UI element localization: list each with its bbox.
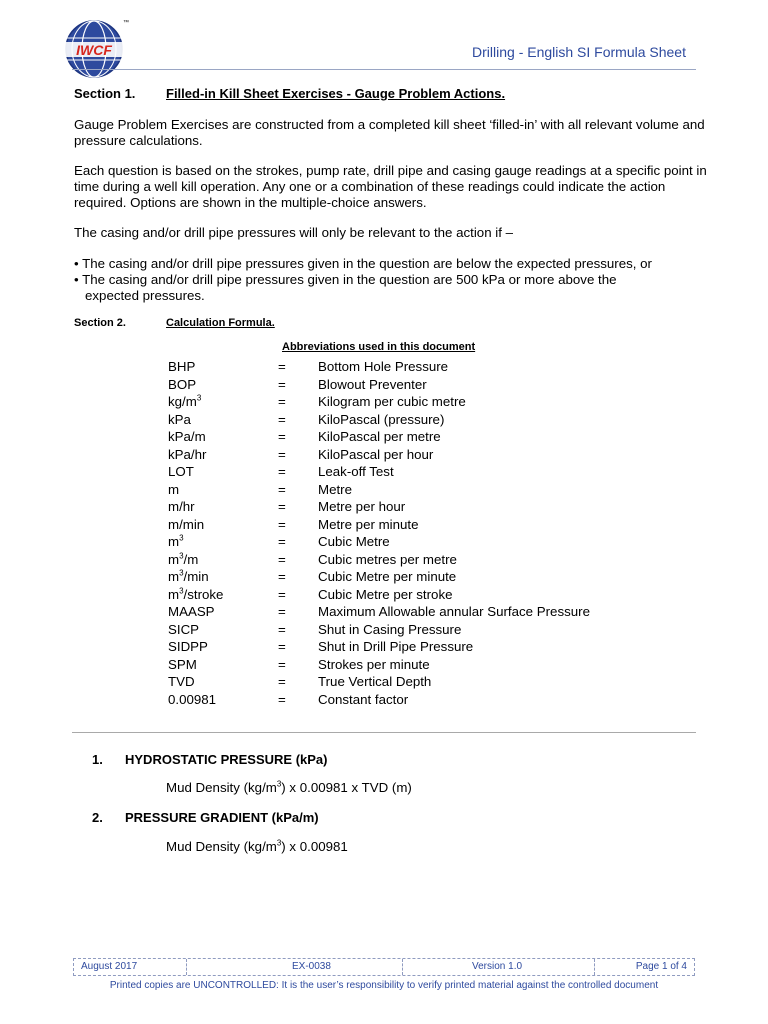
- abbreviation-equals: =: [278, 446, 286, 462]
- abbreviation-term: [168, 428, 206, 446]
- abbreviation-definition: Cubic Metre per stroke: [318, 586, 453, 602]
- abbreviation-row: [168, 586, 668, 604]
- abbreviation-definition: Cubic Metre: [318, 534, 390, 549]
- abbreviation-row: [168, 621, 668, 639]
- abbreviation-row: [168, 691, 668, 709]
- abbreviation-definition: Metre per minute: [318, 516, 419, 532]
- abbreviation-definition: True Vertical Depth: [318, 674, 432, 689]
- footer-date: August 2017: [81, 961, 138, 972]
- section-divider: [72, 732, 696, 733]
- abbreviation-equals: =: [278, 586, 286, 602]
- logo-text: IWCF: [76, 42, 112, 58]
- abbreviation-equals: =: [278, 429, 286, 444]
- abbreviation-term-text: SICP: [168, 621, 200, 637]
- abbreviation-term-superscript: 3: [179, 586, 184, 596]
- footer-doc-id: EX-0038: [292, 961, 331, 972]
- abbreviation-definition: Strokes per minute: [318, 656, 430, 672]
- abbreviation-term-text: m/min: [168, 516, 205, 532]
- abbreviation-term-text: SIDPP: [168, 639, 208, 654]
- section-1-paragraph-3: The casing and/or drill pipe pressures will only be relevant to the action if –: [74, 225, 514, 240]
- section-2-title: Calculation Formula.: [166, 317, 275, 329]
- condition-bullet-list: [74, 256, 714, 303]
- abbreviation-equals: =: [278, 569, 286, 584]
- abbreviation-row: [168, 358, 668, 376]
- abbreviation-term-text: m: [168, 481, 180, 497]
- abbreviation-equals: =: [278, 359, 286, 374]
- formula-2-expr-part-a: Mud Density (kg/m: [166, 839, 277, 854]
- abbreviation-equals: =: [278, 551, 286, 567]
- formula-2-superscript: 3: [276, 838, 282, 848]
- abbreviation-definition: KiloPascal per hour: [318, 446, 434, 462]
- abbreviation-term: [168, 621, 199, 639]
- abbreviation-equals: =: [278, 639, 286, 654]
- abbreviation-term: [168, 586, 223, 604]
- abbreviation-row: [168, 603, 668, 621]
- header-divider: [72, 69, 696, 70]
- abbreviation-row: [168, 428, 668, 446]
- abbreviation-term-suffix: /min: [183, 569, 209, 584]
- abbreviation-equals: =: [278, 481, 286, 497]
- abbreviation-equals: =: [278, 691, 286, 707]
- section-2-number: Section 2.: [74, 317, 126, 329]
- abbreviation-term: [168, 691, 216, 709]
- formula-1-expr-part-a: Mud Density (kg/m: [166, 780, 277, 795]
- abbreviation-term: [168, 481, 179, 499]
- abbreviation-term-text: kPa: [168, 411, 191, 427]
- abbreviation-term-text: kg/m: [168, 394, 197, 409]
- section-1-title: Filled-in Kill Sheet Exercises - Gauge Problem Actions.: [166, 86, 506, 101]
- abbreviation-term-suffix: /m: [183, 551, 199, 567]
- abbreviation-row: [168, 376, 668, 394]
- formula-2-expr-part-b: ) x 0.00981: [281, 839, 348, 854]
- footer-separator: [402, 959, 404, 975]
- document-title: Drilling - English SI Formula Sheet: [472, 44, 686, 60]
- trademark-symbol: ™: [123, 20, 129, 26]
- abbreviation-definition: KiloPascal per metre: [318, 429, 441, 444]
- abbreviation-definition: Shut in Drill Pipe Pressure: [318, 639, 474, 654]
- abbreviation-definition: Maximum Allowable annular Surface Pressure: [318, 604, 590, 619]
- abbreviation-term-text: MAASP: [168, 604, 215, 619]
- abbreviation-term: [168, 551, 198, 569]
- bullet-item-below: • The casing and/or drill pipe pressures given in the question are below the expected pressures, or: [74, 256, 652, 271]
- abbreviation-term-text: m: [168, 569, 180, 584]
- abbreviation-definition: Leak-off Test: [318, 464, 394, 479]
- abbreviation-term-text: LOT: [168, 464, 194, 479]
- abbreviation-row: [168, 481, 668, 499]
- section-1-paragraph-1: Gauge Problem Exercises are constructed from a completed kill sheet ‘filled-in’ with all relevant volume and pressure calculations.: [74, 117, 705, 148]
- abbreviation-equals: =: [278, 674, 286, 689]
- abbreviation-equals: =: [278, 376, 286, 392]
- abbreviation-equals: =: [278, 394, 286, 409]
- formula-2-expression: [166, 839, 348, 854]
- footer-page-number: Page 1 of 4: [635, 961, 687, 972]
- abbreviation-term-text: m: [168, 551, 180, 567]
- abbreviation-definition: Shut in Casing Pressure: [318, 621, 462, 637]
- bullet-item-above-continued: expected pressures.: [85, 287, 205, 303]
- abbreviation-equals: =: [278, 464, 286, 479]
- abbreviation-term-superscript: 3: [179, 568, 184, 578]
- abbreviations-heading: Abbreviations used in this document: [282, 341, 476, 353]
- abbreviation-term: [168, 358, 195, 376]
- abbreviation-equals: =: [278, 656, 286, 672]
- abbreviation-row: [168, 393, 668, 411]
- abbreviation-definition: Cubic metres per metre: [318, 551, 457, 567]
- abbreviation-equals: =: [278, 534, 286, 549]
- formula-1-expr-part-b: ) x 0.00981 x TVD (m): [281, 780, 412, 795]
- abbreviation-term: [168, 673, 195, 691]
- section-1-paragraph-2: Each question is based on the strokes, pump rate, drill pipe and casing gauge readings at a specific point in time during a well kill operation. Any one or a combination of these readings could indicate the action required. Options are shown in the multiple-choice answers.: [74, 163, 707, 210]
- abbreviation-row: [168, 551, 668, 569]
- abbreviation-term: [168, 376, 196, 394]
- footer-separator: [186, 959, 188, 975]
- abbreviation-equals: =: [278, 499, 286, 514]
- abbreviation-term-text: m/hr: [168, 499, 195, 514]
- abbreviation-definition: Kilogram per cubic metre: [318, 394, 466, 409]
- abbreviation-term: [168, 533, 184, 551]
- abbreviation-definition: KiloPascal (pressure): [318, 411, 445, 427]
- abbreviation-term: [168, 603, 215, 621]
- abbreviation-definition: Blowout Preventer: [318, 376, 427, 392]
- abbreviation-equals: =: [278, 411, 286, 427]
- abbreviation-definition: Bottom Hole Pressure: [318, 359, 449, 374]
- formula-1-superscript: 3: [276, 779, 282, 789]
- abbreviation-row: [168, 411, 668, 429]
- abbreviation-definition: Metre per hour: [318, 499, 406, 514]
- section-1-number: Section 1.: [74, 86, 136, 101]
- abbreviation-term: [168, 463, 194, 481]
- abbreviation-term: [168, 638, 208, 656]
- formula-1-expression: [166, 780, 412, 795]
- abbreviation-term-superscript: 3: [179, 533, 184, 543]
- abbreviation-equals: =: [278, 604, 286, 619]
- abbreviation-row: [168, 533, 668, 551]
- formula-2-number: 2.: [92, 810, 103, 825]
- abbreviation-equals: =: [278, 621, 286, 637]
- abbreviation-row: [168, 463, 668, 481]
- abbreviation-term-superscript: 3: [196, 393, 202, 403]
- abbreviations-table: [168, 358, 668, 708]
- abbreviation-term-text: kPa/m: [168, 429, 206, 444]
- abbreviation-term: [168, 568, 209, 586]
- abbreviation-row: [168, 516, 668, 534]
- abbreviation-row: [168, 673, 668, 691]
- abbreviation-term-text: BOP: [168, 376, 197, 392]
- abbreviation-term-superscript: 3: [179, 551, 184, 561]
- abbreviation-row: [168, 446, 668, 464]
- footer-version: Version 1.0: [472, 961, 523, 972]
- globe-logo-icon: [60, 18, 128, 80]
- footer-separator: [594, 959, 596, 975]
- abbreviation-term-text: BHP: [168, 359, 196, 374]
- abbreviation-term: [168, 498, 195, 516]
- footer-info-bar: [73, 958, 695, 976]
- footer-uncontrolled-note: Printed copies are UNCONTROLLED: It is the user’s responsibility to verify printed material against the controlled document: [109, 980, 659, 991]
- bullet-item-above: • The casing and/or drill pipe pressures given in the question are 500 kPa or more above the: [74, 271, 617, 287]
- abbreviation-definition: Metre: [318, 481, 352, 497]
- abbreviation-term-text: m: [168, 586, 180, 602]
- iwcf-logo: [60, 18, 128, 80]
- abbreviation-term-text: SPM: [168, 656, 197, 672]
- abbreviation-term-text: kPa/hr: [168, 446, 207, 462]
- abbreviation-term-text: m: [168, 534, 180, 549]
- abbreviation-row: [168, 656, 668, 674]
- abbreviation-term: [168, 411, 191, 429]
- abbreviation-row: [168, 498, 668, 516]
- abbreviation-row: [168, 638, 668, 656]
- abbreviation-equals: =: [278, 516, 286, 532]
- abbreviation-definition: Cubic Metre per minute: [318, 569, 457, 584]
- abbreviation-term: [168, 516, 204, 534]
- abbreviation-definition: Constant factor: [318, 691, 409, 707]
- formula-1-title: HYDROSTATIC PRESSURE (kPa): [125, 752, 328, 767]
- abbreviation-term: [168, 393, 201, 411]
- abbreviation-term: [168, 446, 206, 464]
- abbreviation-term-suffix: /stroke: [183, 586, 224, 602]
- abbreviation-row: [168, 568, 668, 586]
- formula-1-number: 1.: [92, 752, 103, 767]
- abbreviation-term: [168, 656, 197, 674]
- formula-2-title: PRESSURE GRADIENT (kPa/m): [125, 810, 319, 825]
- abbreviation-term-text: 0.00981: [168, 691, 217, 707]
- abbreviation-term-text: TVD: [168, 674, 195, 689]
